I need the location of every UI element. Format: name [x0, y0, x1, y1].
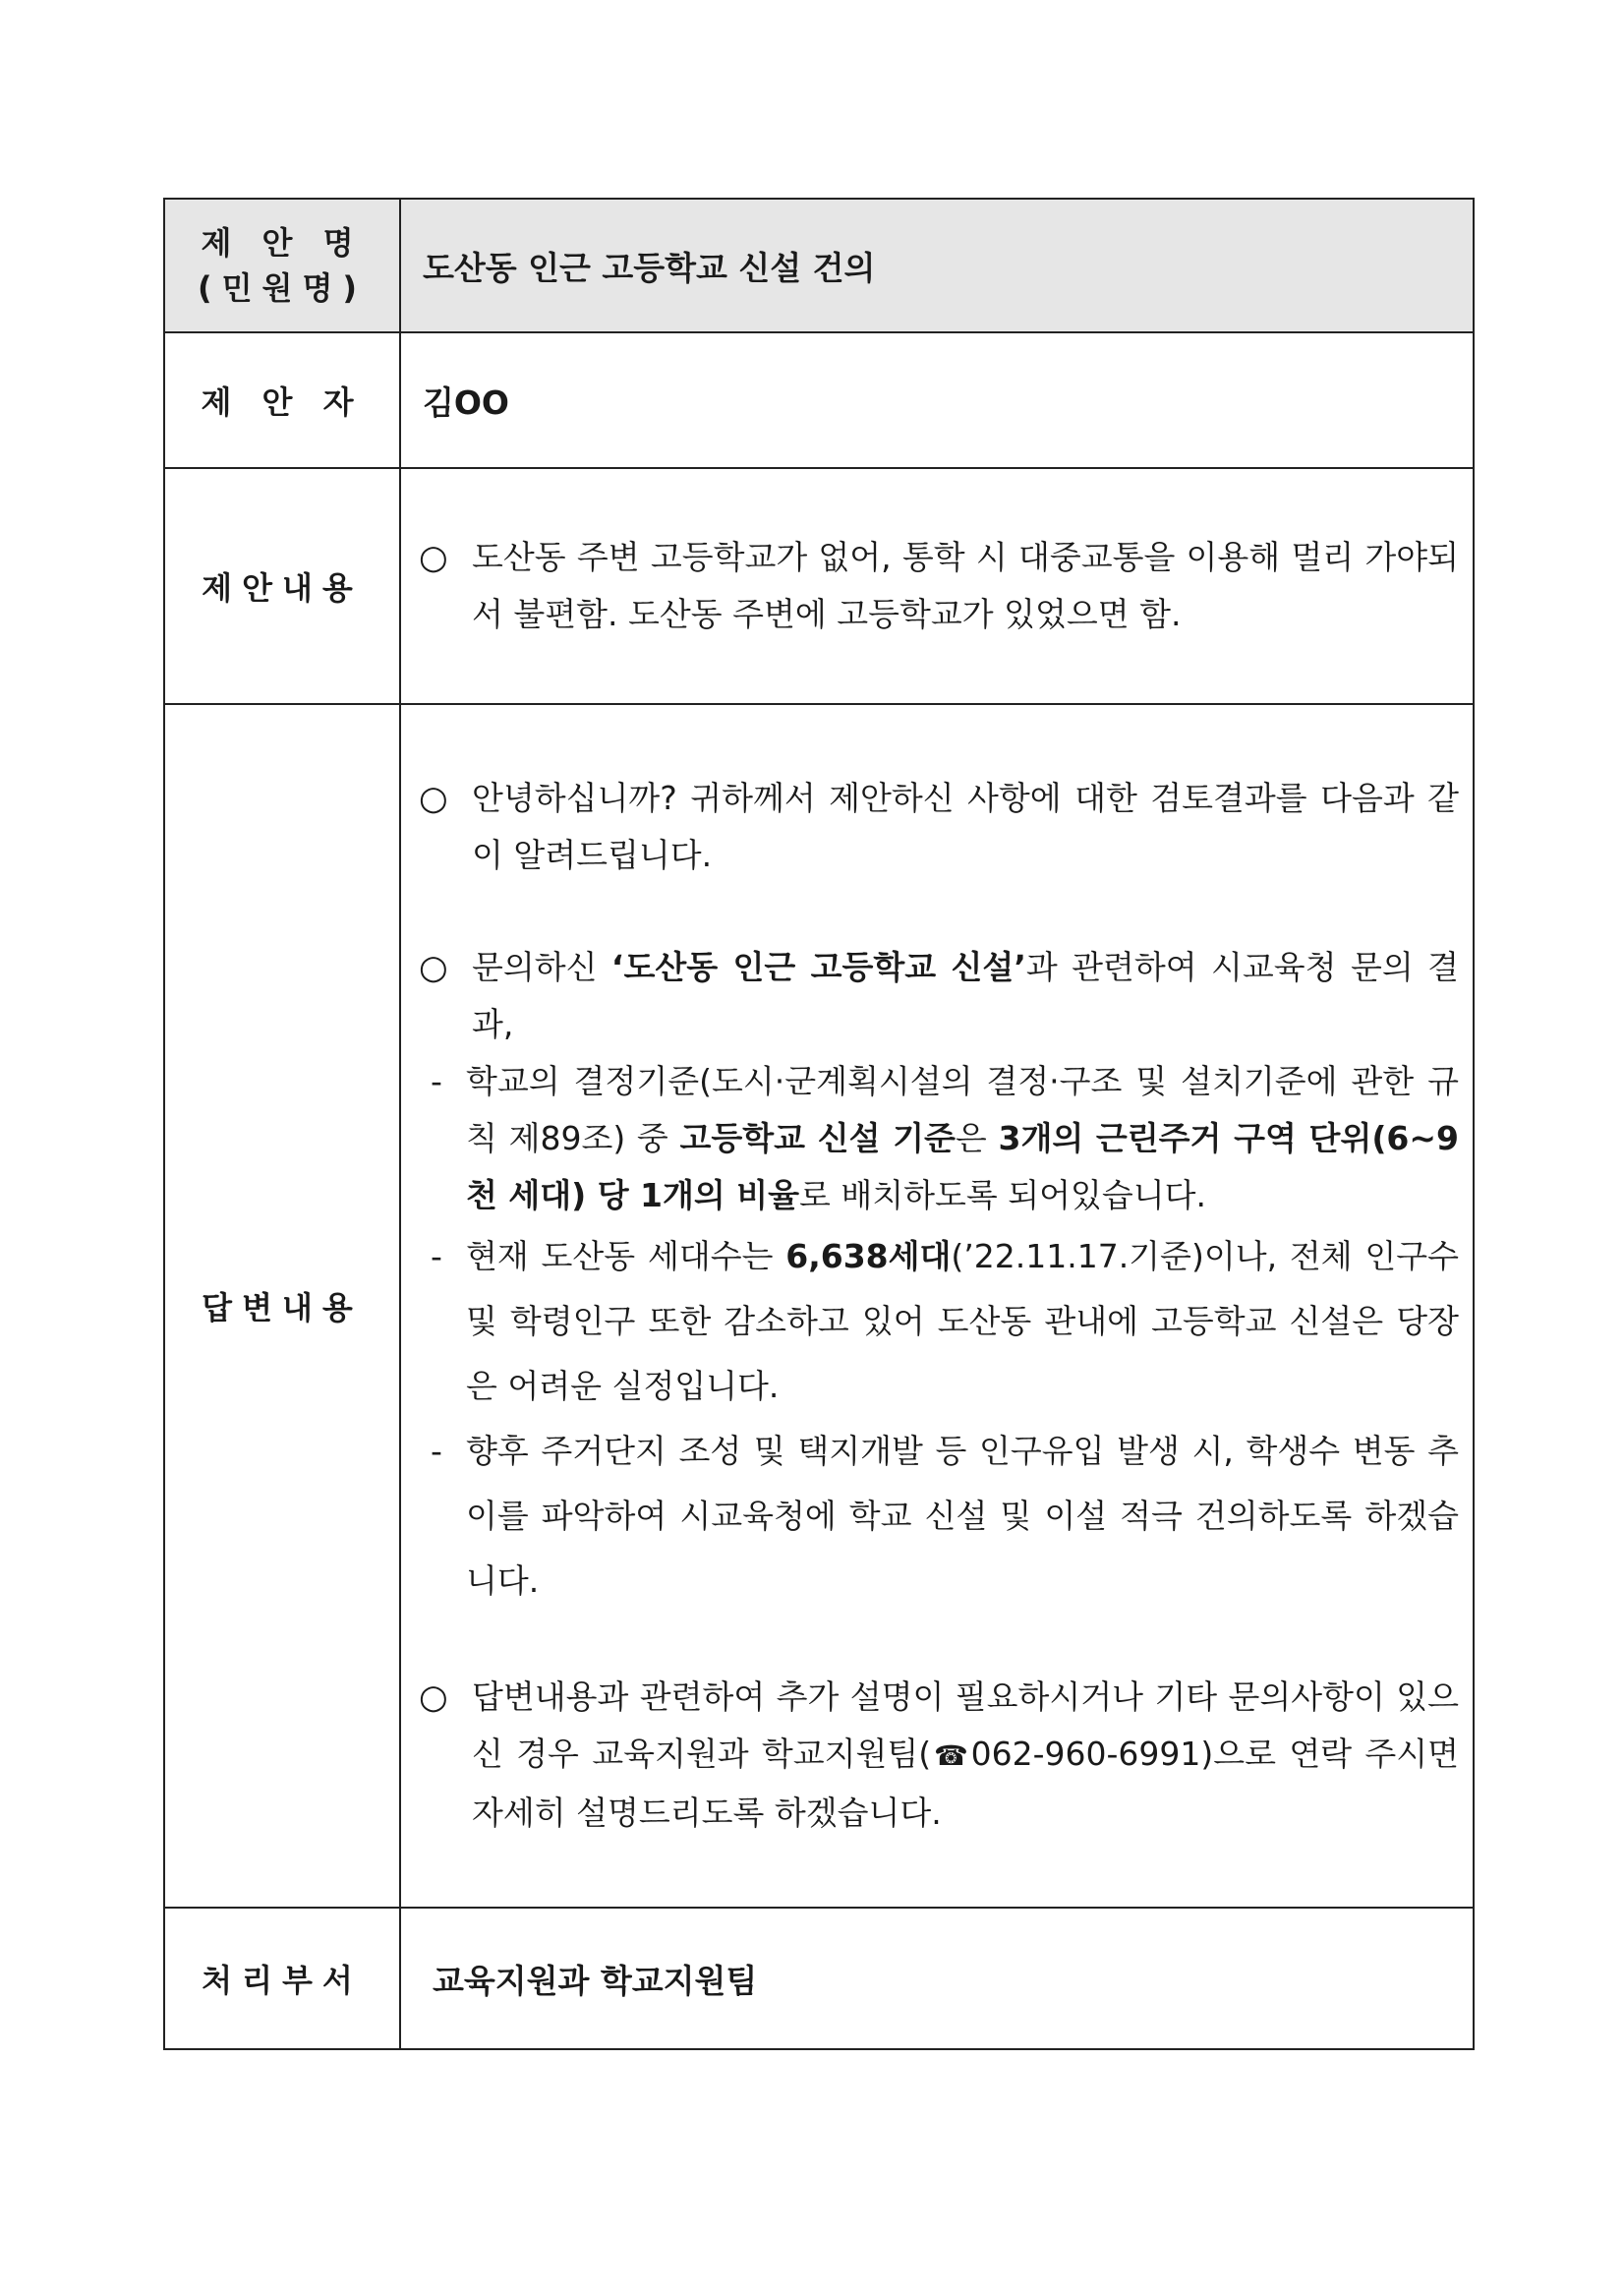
phone-icon: ☎ [931, 1739, 971, 1772]
contact-phone-number: 062-960-6991 [970, 1735, 1201, 1773]
proposal-content [400, 468, 1474, 704]
criteria-bold-1: 고등학교 신설 기준 [679, 1119, 956, 1157]
criteria-bold-2: 3개의 근린주거 구역 단위(6~9천 세대) 당 1개의 비율 [466, 1119, 1459, 1214]
circle-bullet: ○ [419, 538, 448, 577]
criteria-text-2: 은 [955, 1119, 999, 1157]
handling-department: 교육지원과 학교지원팀 [400, 1908, 1474, 2049]
title-label-line1: 제 안 명 [201, 224, 364, 262]
content-label: 제안내용 [164, 468, 400, 704]
answer-detail-future [401, 1419, 1473, 1614]
dash-bullet: - [431, 1237, 442, 1275]
households-text-2: (’22.11.17.기준)이나, 전체 인구수 및 학령인구 또한 감소하고 있어 도산동 관내에 고등학교 신설은 당장은 어려운 실정입니다. [466, 1237, 1459, 1405]
contact-text-1: 답변내용과 관련하여 추가 설명이 필요하시거나 기타 문의사항이 있으신 경우 교육지원과 학교지원팀( [472, 1678, 1459, 1773]
proposal-title: 도산동 인근 고등학교 신설 건의 [400, 199, 1474, 332]
title-label [164, 199, 400, 332]
content-row [164, 468, 1474, 704]
households-count: 6,638세대 [785, 1237, 952, 1275]
answer-content [400, 704, 1474, 1908]
dept-row [164, 1908, 1474, 2049]
dash-bullet: - [431, 1432, 442, 1470]
dash-bullet: - [431, 1062, 442, 1100]
answer-detail-criteria [401, 1053, 1473, 1224]
proposal-author: 김OO [400, 332, 1474, 468]
author-label: 제 안 자 [164, 332, 400, 468]
content-text: 도산동 주변 고등학교가 없어, 통학 시 대중교통을 이용해 멀리 가야되서 불편함. 도산동 주변에 고등학교가 있었으면 함. [472, 538, 1459, 633]
circle-bullet: ○ [419, 779, 448, 818]
answer-greeting-text: 안녕하십니까? 귀하께서 제안하신 사항에 대한 검토결과를 다음과 같이 알려드립니다. [472, 779, 1459, 874]
title-row [164, 199, 1474, 332]
content-paragraph [401, 529, 1473, 643]
circle-bullet: ○ [419, 948, 448, 987]
answer-row [164, 704, 1474, 1908]
inquiry-post: 과 관련하여 시교육청 문의 결과, [472, 948, 1459, 1043]
answer-contact [401, 1669, 1473, 1842]
households-text-1: 현재 도산동 세대수는 [466, 1237, 786, 1275]
inquiry-subject: ‘도산동 인근 고등학교 신설’ [610, 948, 1026, 986]
proposal-form-table [163, 198, 1475, 2050]
inquiry-pre: 문의하신 [472, 948, 611, 986]
criteria-text-3: 로 배치하도록 되어있습니다. [799, 1176, 1207, 1214]
author-row [164, 332, 1474, 468]
contact-text-2: )으로 연락 주시면 자세히 설명드리도록 하겠습니다. [472, 1735, 1459, 1832]
criteria-text-1: 학교의 결정기준(도시·군계획시설의 결정·구조 및 설치기준에 관한 규칙 제89조) 중 [466, 1062, 1459, 1157]
answer-detail-households [401, 1224, 1473, 1419]
title-label-line2: (민원명) [198, 269, 367, 307]
future-text: 향후 주거단지 조성 및 택지개발 등 인구유입 발생 시, 학생수 변동 추이를 파악하여 시교육청에 학교 신설 및 이설 적극 건의하도록 하겠습니다. [466, 1432, 1459, 1600]
answer-inquiry-result [401, 939, 1473, 1053]
answer-greeting [401, 770, 1473, 884]
dept-label: 처리부서 [164, 1908, 400, 2049]
answer-label: 답변내용 [164, 704, 400, 1908]
circle-bullet: ○ [419, 1678, 448, 1717]
